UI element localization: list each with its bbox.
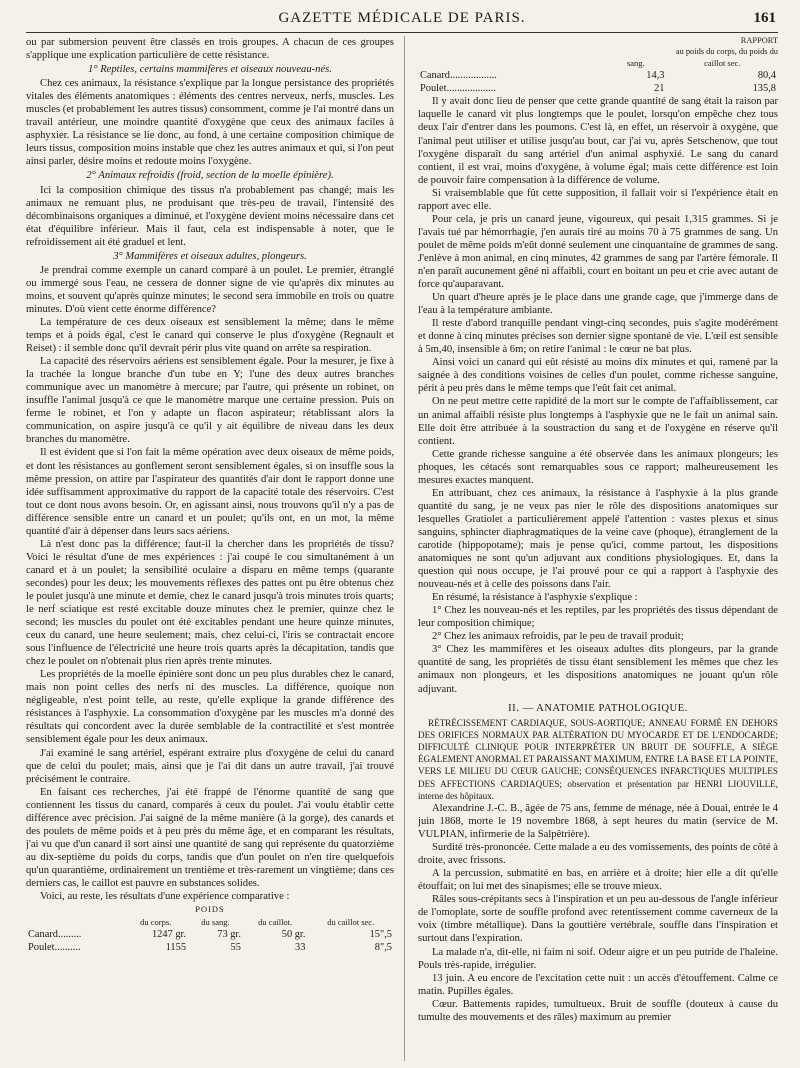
cell: 73 gr. xyxy=(217,928,241,940)
right-column xyxy=(418,36,778,1061)
paragraph: 2° Chez les animaux refroidis, par le peu de travail produit; xyxy=(432,631,684,643)
row-label: Canard......... xyxy=(28,928,82,940)
paragraph: Surdité très-prononcée. Cette malade a eu des vomissements, des points de côté à droite, avec frissons. xyxy=(418,842,778,867)
paragraph: 3° Chez les mammifères et les oiseaux adultes dits plongeurs, par la grande quantité de sang, les propriétés de tissu étant sensiblement les mêmes que chez les animaux non plongeurs, et les dispositions anatomiques ne jouant qu'un rôle adjuvant. xyxy=(418,644,778,695)
cell: 14,3 xyxy=(646,69,665,81)
case-title: RÉTRÉCISSEMENT CARDIAQUE, SOUS-AORTIQUE; ANNEAU FORMÉ EN DEHORS DES ORIFICES NORMAUX PAR ALTÉRATION DU MYOCARDE ET DE L'ENDOCARDE; DIFFICULTÉ CLINIQUE POUR INTERPRÉTER UN BRUIT DE SOUFFLE, A SIÉGE ÉGALEMENT ANORMAL ET PARAISSANT MAXIMUM, ENTRE LA BASE ET LA POINTE, VERS LE MILIEU DU CŒUR GAUCHE; CONSÉQUENCES INFARCTIQUES MULTIPLES DES AFFECTIONS CARDIAQUES; observation et présentation par HENRI LIOUVILLE, interne des hôpitaux. xyxy=(418,717,778,801)
comparison-table xyxy=(26,916,394,954)
paragraph: J'ai examiné le sang artériel, espérant extraire plus d'oxygène de celui du canard que de celui du poulet; mais, ainsi que je l'ai dit dans un autre travail, j'ai trouvé précisément le contraire. xyxy=(26,747,394,785)
table-row xyxy=(418,70,778,83)
paragraph: Il reste d'abord tranquille pendant vingt-cinq secondes, puis s'agite modérément et donne à cinq minutes précises son dernier signe spontané de vie. L'œil est sensible à 5m,40, insensible à 6m; on retire l'animal : le cœur ne bat plus. xyxy=(418,318,778,356)
table-header-row xyxy=(26,916,394,929)
cell: 33 xyxy=(295,941,306,953)
row-label: Poulet................... xyxy=(420,82,496,94)
running-title: GAZETTE MÉDICALE DE PARIS. xyxy=(278,10,526,26)
cell: 135,8 xyxy=(752,82,776,94)
column-header: caillot sec. xyxy=(704,58,741,68)
paragraph: Chez ces animaux, la résistance s'explique par la longue persistance des propriétés vitales des éléments anatomiques : éléments des centres nerveux, nerfs, muscles. Les muscles (et probablement les autres tissus) consomment, comme je l'ai montré dans un travail antérieur, une moindre quantité d'oxygène que ceux des animaux faciles à asphyxier. La résistance se lie donc, au fond, à une certaine composition chimique de leurs tissus, composition moins instable que chez les autres animaux et qui, si l'on peut ainsi parler, désire moins et redoute moins l'oxygène. xyxy=(26,78,394,168)
cell: 21 xyxy=(654,82,665,94)
page-header xyxy=(26,10,778,33)
table-subcaption: au poids du corps, du poids du xyxy=(675,46,778,56)
paragraph: En attribuant, chez ces animaux, la résistance à l'asphyxie à la plus grande quantité du sang, je ne veux pas nier le rôle des dispositions anatomiques sur lesquelles Gratiolet a particulièrement appelé l'attention : vastes plexus et sinus sanguins, sphincter diaphragmatiques de la veine cave (phoque), étranglement de la carotide (hippopotame); mais je pense qu'ici, comme partout, les dispositions anatomiques ne sont qu'un adjuvant aux conditions physiologiques. Et, dans la question qui nous occupe, je l'ai prouvé pour ce qui a rapport à l'asphyxie des nouveau-nés et à celle des poissons dans l'air. xyxy=(418,487,778,591)
left-column xyxy=(26,36,394,1061)
cell: 50 gr. xyxy=(281,928,306,940)
paragraph: 1° Chez les nouveau-nés et les reptiles, par les propriétés des tissus dépendant de leur composition chimique; xyxy=(418,605,778,630)
column-header: du caillot. xyxy=(258,917,293,928)
cell: 55 xyxy=(230,941,241,953)
paragraph: Si vraisemblable que fût cette supposition, il fallait voir si l'expérience était en rapport avec elle. xyxy=(418,187,778,212)
paragraph: La malade n'a, dit-elle, ni faim ni soif. Odeur aigre et un peu putride de l'haleine. Pouls très-rapide, irrégulier. xyxy=(418,946,778,971)
table-row xyxy=(26,929,394,942)
table-header-row xyxy=(418,57,778,70)
cell: 80,4 xyxy=(757,69,776,81)
paragraph: Un quart d'heure après je le place dans une grande cage, que j'immerge dans de l'eau à la température ambiante. xyxy=(418,292,778,317)
paragraph: Voici, au reste, les résultats d'une expérience comparative : xyxy=(40,891,290,903)
cell: 1155 xyxy=(165,941,187,953)
paragraph: Les propriétés de la moelle épinière sont donc un peu plus durables chez le canard, mais non point celles des nerfs ni des muscles. La différence, quoique non négligeable, n'est point telle, au reste, qu'elle explique la grande différence des résistances à l'asphyxie. La consommation d'oxygène par les muscles m'a donné des résultats qui concordent avec la durée semblable de la contractilité et s'est montrée sensiblement égale pour les deux animaux. xyxy=(26,669,394,746)
page-number: 161 xyxy=(753,10,776,26)
cell: 15",5 xyxy=(369,928,392,940)
paragraph: Il y avait donc lieu de penser que cette grande quantité de sang était la raison par laquelle le canard vit plus longtemps que le poulet, lorsqu'on empêche chez tous deux l'air d'entrer dans les poumons. C'est là, en effet, un réservoir à oxygène, que l'animal peut utiliser et utilise jusqu'au bout, car j'ai vu, après Setschenow, que tout l'oxygène disparaît du sang artériel d'un animal asphyxié. Le sang du canard contient, il est vrai, moins d'oxygène, à volume égal; mais cette différence est loin de pouvoir faire compensation à la différence de volume. xyxy=(418,96,778,186)
paragraph: En faisant ces recherches, j'ai été frappé de l'énorme quantité de sang que contiennent les tissus du canard, comparés à ceux du poulet. J'ai voulu établir cette différence avec précision. J'ai saigné de la même manière (à la gorge), des canards et des poulets de même poids et à peu près du même âge, et en comparant les résultats, j'ai vu que d'un canard il sort ainsi une quantité de sang qui représente du quatorzième au dix-septième du poids du corps, tandis que d'un poulet on n'en tire quelquefois qu'un quarantième, ordinairement un trentième et très-rarement un vingtième; dans ces derniers cas, le caillot est pauvre en substances solides. xyxy=(26,786,394,889)
paragraph: Cœur. Battements rapides, tumultueux. Bruit de souffle (douteux à cause du tumulte des mouvements et des râles) maximum au premier xyxy=(418,998,778,1023)
cell: 1247 gr. xyxy=(151,928,187,940)
paragraph: Alexandrine J.-C. B., âgée de 75 ans, femme de ménage, née à Douai, entrée le 4 juin 1868, morte le 19 novembre 1868, à sept heures du matin (service de M. VULPIAN, infirmerie de la Salpêtrière). xyxy=(418,803,778,841)
table-row xyxy=(26,942,394,955)
table-caption: RAPPORT xyxy=(740,36,778,45)
subheading: 2° Animaux refroidis (froid, section de la moelle épinière). xyxy=(86,170,334,182)
paragraph: La capacité des réservoirs aériens est sensiblement égale. Pour la mesurer, je fixe à la trachée la longue branche d'un tube en Y; l'une des deux autres branches communique avec un manomètre à mercure; par l'autre, qui présente un robinet, on insuffle l'animal jusqu'à ce que le manomètre marque une certaine pression. Puis on ferme le robinet, et l'on y adapte un flacon aspirateur; rétablissant alors la communication, on aspire jusqu'à ce qu'il y ait équilibre de niveau dans les deux branches du manomètre. xyxy=(26,356,394,446)
paragraph: Il est évident que si l'on fait la même opération avec deux oiseaux de même poids, et dont les résistances au gonflement seront sensiblement égales, si on insuffle sous la même pression, on attire par l'aspirateur des quantités d'air dont le rapport donne une idée suffisamment approximative du rapport de la capacité totale des réservoirs. C'est tout ce dont nous avons besoin. Or, en agissant ainsi, nous trouvons qu'il n'y a pas de différence sensible entre un canard et un poulet; qu'ils ont, en un mot, la même quantité d'air à dépenser dans leurs sacs aériens. xyxy=(26,447,394,537)
paragraph: Cette grande richesse sanguine a été observée dans les animaux plongeurs; les phoques, les cétacés sont remarquables sous ce rapport; malheureusement les mesures exactes manquent. xyxy=(418,448,778,486)
paragraph: En résumé, la résistance à l'asphyxie s'explique : xyxy=(432,592,638,604)
column-header: du sang. xyxy=(201,917,230,928)
paragraph: 13 juin. A eu encore de l'excitation cette nuit : un accès d'étouffement. Calme ce matin. Pupilles égales. xyxy=(418,972,778,997)
subheading: 3° Mammifères et oiseaux adultes, plongeurs. xyxy=(113,250,307,262)
cell: 8",5 xyxy=(374,941,392,953)
column-header: sang. xyxy=(626,58,645,68)
row-label: Poulet.......... xyxy=(28,941,81,953)
paragraph: Là n'est donc pas la différence; faut-il la chercher dans les propriétés de tissu? Voici le résultat d'une de mes expériences : j'ai coupé le cou simultanément à un canard et à un poulet; la sensibilité oculaire a disparu en même temps (quarante secondes) pour les deux; les mouvements réflexes des pattes ont pu être obtenus chez le poulet jusqu'à une minute et demie, chez le canard jusqu'à trois minutes trois quarts; le nerf sciatique est resté excitable douze minutes chez le premier, quinze chez le second; les muscles du poulet ont été excitables pendant une heure quinze minutes, ceux du canard, une heure seulement; mais, chez celui-ci, l'iris se contractait encore sous l'influence de l'électricité une heure trois quarts après la décapitation, tandis que chez le poulet on n'obtenait plus rien après trente minutes. xyxy=(26,538,394,668)
section-heading: II. — ANATOMIE PATHOLOGIQUE. xyxy=(508,702,688,714)
subheading: 1° Reptiles, certains mammifères et oiseaux nouveau-nés. xyxy=(88,64,332,76)
paragraph: La température de ces deux oiseaux est sensiblement la même; dans le même temps et à poids égal, c'est le canard qui conserve le plus d'oxygène (Regnault et Reiset) : il semble donc qu'il devrait périr plus vite quand on arrête sa respiration. xyxy=(26,316,394,355)
paragraph: Ainsi voici un canard qui eût résisté au moins dix minutes et qui, ramené par la saignée à des conditions voisines de celles d'un poulet, comme richesse sanguine, périt à peu près dans le même temps que l'eût fait cet animal. xyxy=(418,357,778,395)
paragraph: Ici la composition chimique des tissus n'a probablement pas changé; mais les animaux ne remuant plus, ne produisant que très-peu de travail, l'intensité des décombinaisons organiques a diminué, et l'oxygène devient moins nécessaire dans cet état d'équilibre inférieur. Mais il faut, cela est indispensable à noter, que le refroidissement ait été graduel et lent. xyxy=(26,184,394,248)
paragraph: ou par submersion peuvent être classés en trois groupes. A chacun de ces groupes s'applique une explication particulière de cette résistance. xyxy=(26,37,394,62)
paragraph: Râles sous-crépitants secs à l'inspiration et un peu au-dessous de l'angle inférieur de l'omoplate, sorte de souffle profond avec retentissement comme caverneux de la voix (timbre métallique). Dans la gouttière vertébrale, souffle dans l'inspiration et surtout dans l'expiration. xyxy=(418,894,778,945)
table-caption: POIDS xyxy=(195,904,225,915)
column-rule xyxy=(404,36,405,1061)
paragraph: Pour cela, je pris un canard jeune, vigoureux, qui pesait 1,315 grammes. Si je l'avais tué par hémorrhagie, j'en aurais tiré au moins 70 à 75 grammes de sang. Un poulet de même poids m'eût donné seulement une cinquantaine de grammes de sang. J'enlève à mon animal, en cinq minutes, 42 grammes de sang par l'artère fémorale. Il n'en paraît aucunement gêné ni affaibli, court en boitant un peu et crie avec autant de force qu'auparavant. xyxy=(418,213,778,291)
ratio-table xyxy=(418,57,778,95)
table-row xyxy=(418,83,778,96)
row-label: Canard.................. xyxy=(420,69,497,81)
paragraph: Je prendrai comme exemple un canard comparé à un poulet. Le premier, étranglé ou immergé sous l'eau, ne cessera de donner signe de vie qu'après dix minutes au moins, et souvent qu'après quinze minutes; le second sera immobile en trois ou quatre minutes. D'où vient cette énorme différence? xyxy=(26,264,394,315)
column-header: du corps. xyxy=(140,917,172,928)
paragraph: On ne peut mettre cette rapidité de la mort sur le compte de l'affaiblissement, car un animal affaibli résiste plus longtemps à l'asphyxie que ne le fait un animal sain. Elle doit être attribuée à la soustraction du sang et de l'oxygène en réserve qu'il contient. xyxy=(418,396,778,447)
column-header: du caillot sec. xyxy=(327,917,375,928)
paragraph: A la percussion, submatité en bas, en arrière et à droite; hier elle a dit qu'elle étouffait; on lui met des sinapismes; elle se trouve mieux. xyxy=(418,868,778,893)
